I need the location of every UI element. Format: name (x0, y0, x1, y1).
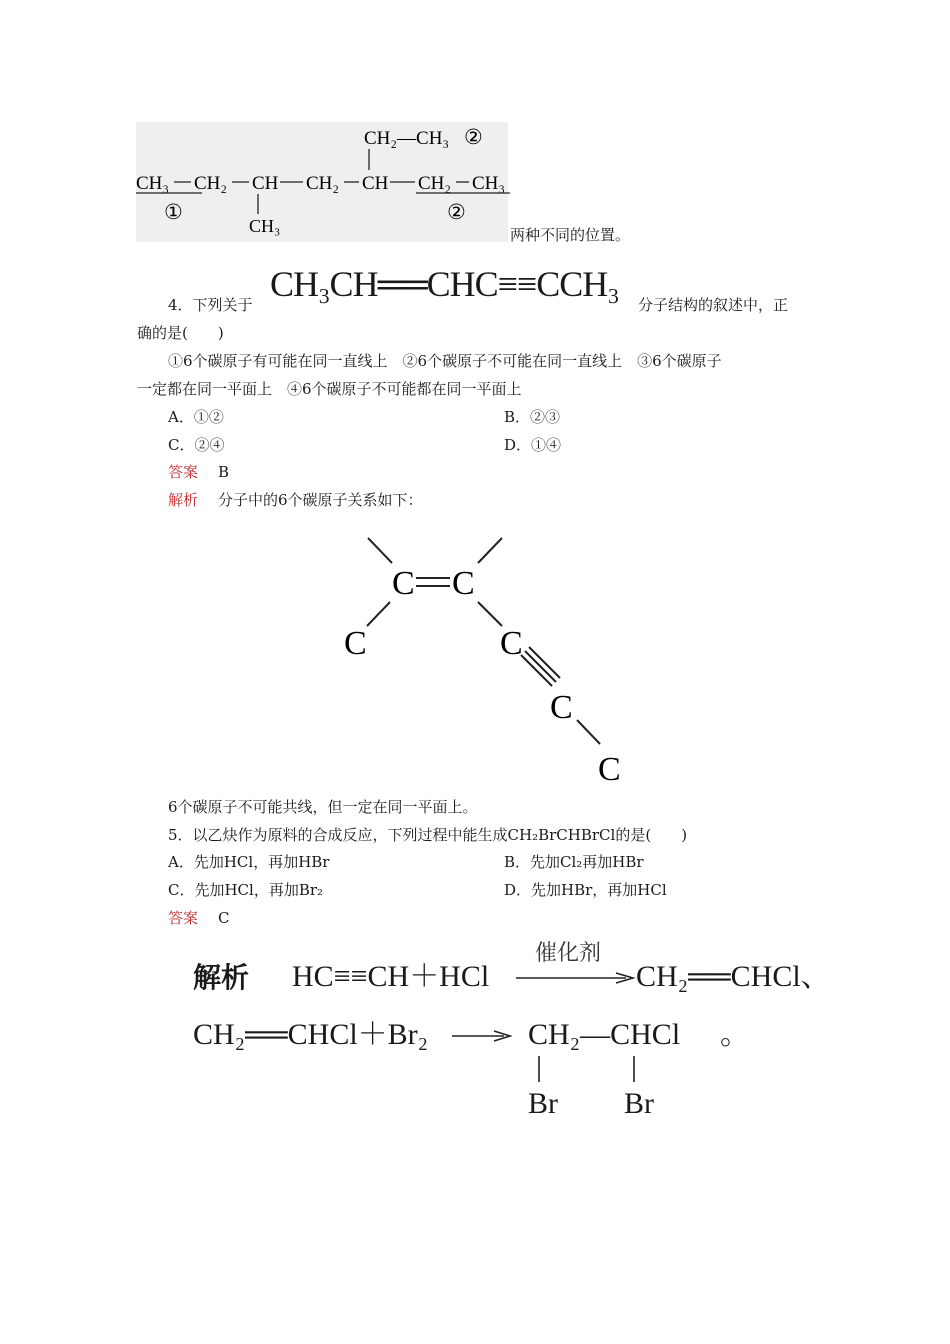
triple-bond-1 (521, 655, 552, 686)
q4-conclusion: 6个碳原子不可能共线，但一定在同一平面上。 (168, 798, 478, 816)
q4-stem-line2: 确的是( ) (137, 324, 224, 342)
q4-answer-label: 答案 (168, 463, 199, 481)
q5-option-d: D．先加HBr，再加HCl (504, 881, 667, 899)
bond-c1-c3 (367, 602, 390, 626)
bromine-bonds (520, 1052, 660, 1086)
q5-option-b: B．先加Cl₂再加HBr (504, 853, 644, 871)
reaction-arrow-1 (516, 968, 636, 988)
q5-answer-label: 答案 (168, 909, 199, 927)
q5-analysis-label: 解析 (193, 961, 250, 994)
q4-analysis-text: 分子中的6个碳原子关系如下： (218, 491, 423, 509)
atom-c5: C (550, 689, 573, 726)
atom-c2: C (452, 565, 475, 602)
q5-stem: 5．以乙炔作为原料的合成反应，下列过程中能生成CH₂BrCHBrCl的是( ) (168, 826, 688, 844)
eq2-product-chain: CH₂—CHCl (528, 1018, 681, 1051)
q4-statements-line1: ①6个碳原子有可能在同一直线上 ②6个碳原子不可能在同一直线上 ③6个碳原子 (168, 352, 722, 370)
q4-option-c: C．②④ (168, 436, 225, 454)
chain-group-4: CH₂ (306, 173, 340, 194)
q5-option-a: A．先加HCl，再加HBr (168, 853, 330, 871)
top-branch-text: CH₂—CH₃ (364, 128, 450, 149)
q4-statements-line2: 一定都在同一平面上 ④6个碳原子不可能都在同一平面上 (137, 380, 522, 398)
structure1-caption: 两种不同的位置。 (510, 226, 631, 244)
chain-group-2: CH₂ (194, 173, 228, 194)
q4-option-b: B．②③ (504, 408, 561, 426)
q4-stem-tail: 分子结构的叙述中，正 (638, 296, 789, 314)
bond-c1-top-left (368, 538, 392, 563)
eq2-end: 。 (720, 1018, 750, 1051)
q4-answer: B (218, 463, 230, 481)
q4-option-d: D．①④ (504, 436, 562, 454)
bromine-1: Br (528, 1087, 558, 1120)
q4-option-a: A．①② (168, 408, 224, 426)
circle-2-top: ② (464, 125, 483, 149)
methyl-text: CH₃ (249, 216, 281, 236)
atom-c3: C (344, 625, 367, 662)
main-chain (136, 173, 505, 194)
eq1-product: CH₂══CHCl、 (636, 960, 831, 993)
bond-c5-c6 (577, 720, 600, 744)
q5-answer: C (218, 909, 230, 927)
q4-formula: CH₃CH══CHC≡≡CCH₃ (270, 264, 619, 304)
circle-2-bottom: ② (447, 200, 466, 224)
bromine-2: Br (624, 1087, 654, 1120)
eq1-reactants: HC≡≡CH＋HCl (292, 960, 490, 993)
atom-c4: C (500, 625, 523, 662)
bond-c2-c4 (478, 602, 502, 626)
chain-group-7: CH₃ (472, 173, 506, 194)
atom-c1: C (392, 565, 415, 602)
reaction-arrow-2 (452, 1026, 512, 1046)
chain-group-1: CH₃ (136, 173, 170, 194)
atom-c6: C (598, 751, 621, 788)
bond-c2-top-right (478, 538, 502, 563)
circle-1: ① (164, 200, 183, 224)
carbon-skeleton-diagram (340, 530, 640, 790)
triple-bond-3 (529, 647, 560, 678)
q4-number: 4．下列关于 (168, 296, 253, 314)
chain-group-5: CH (362, 173, 389, 194)
chain-group-6: CH₂ (418, 173, 452, 194)
q5-option-c: C．先加HCl，再加Br₂ (168, 881, 324, 899)
catalyst-label: 催化剂 (535, 941, 602, 966)
q4-analysis-label: 解析 (168, 491, 199, 509)
eq2-reactants: CH₂══CHCl＋Br₂ (193, 1018, 429, 1051)
chain-group-3: CH (252, 173, 279, 194)
triple-bond-2 (525, 651, 556, 682)
branched-alkane-structure (136, 122, 516, 247)
